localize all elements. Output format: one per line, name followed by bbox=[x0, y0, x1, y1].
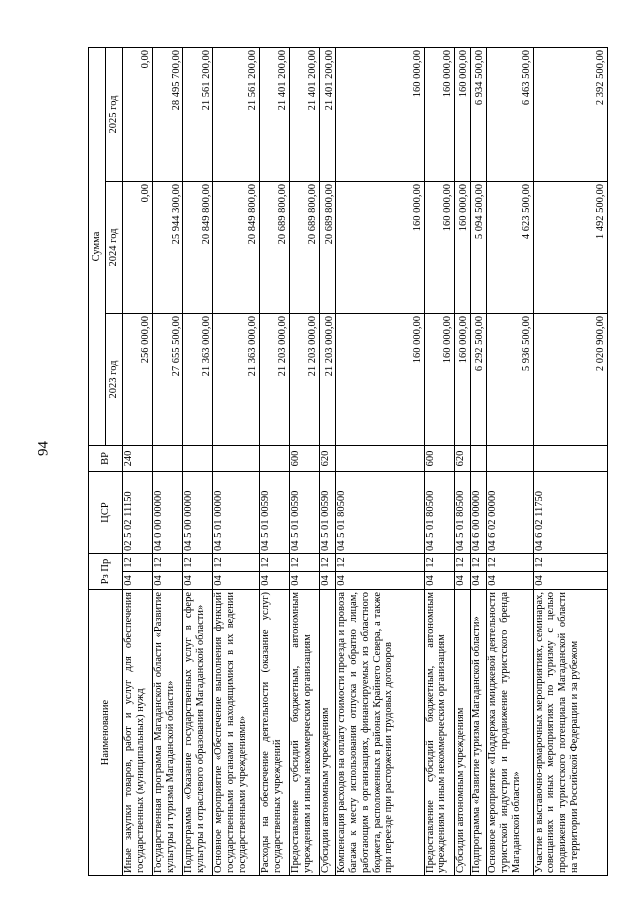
row-csr: 04 6 02 11750 bbox=[533, 471, 607, 553]
row-vr bbox=[336, 445, 424, 471]
row-pr: 12 bbox=[259, 553, 289, 571]
table-row bbox=[213, 47, 259, 875]
row-name: Основное мероприятие «Поддержка имиджевой деятельности туристской индустрии и продвижение туристского бренда Магаданской области» bbox=[487, 590, 533, 876]
row-name: Предоставление субсидий бюджетным, автономным учреждениям и иным некоммерческим организациям bbox=[290, 590, 320, 876]
row-sum-2023: 160 000,00 bbox=[336, 313, 424, 445]
row-rz: 04 bbox=[487, 572, 533, 590]
row-sum-2025: 21 561 200,00 bbox=[183, 47, 213, 181]
row-sum-2024: 0,00 bbox=[123, 181, 153, 313]
header-2025: 2025 год bbox=[106, 47, 123, 181]
row-pr: 12 bbox=[470, 553, 486, 571]
header-vr: ВР bbox=[89, 445, 123, 471]
page-number: 94 bbox=[35, 441, 52, 456]
row-csr: 04 5 01 00590 bbox=[320, 471, 336, 553]
header-2023: 2023 год bbox=[106, 313, 123, 445]
row-sum-2024: 160 000,00 bbox=[454, 181, 470, 313]
row-sum-2023: 21 203 000,00 bbox=[259, 313, 289, 445]
row-vr: 600 bbox=[290, 445, 320, 471]
row-sum-2024: 4 623 500,00 bbox=[487, 181, 533, 313]
row-sum-2025: 21 401 200,00 bbox=[320, 47, 336, 181]
table-row bbox=[153, 47, 183, 875]
row-sum-2024: 20 689 800,00 bbox=[320, 181, 336, 313]
row-sum-2025: 2 392 500,00 bbox=[533, 47, 607, 181]
header-2024: 2024 год bbox=[106, 181, 123, 313]
row-sum-2023: 27 655 500,00 bbox=[153, 313, 183, 445]
table-row bbox=[424, 47, 454, 875]
row-rz: 04 bbox=[213, 572, 259, 590]
row-name: Субсидии автономным учреждениям bbox=[320, 590, 336, 876]
row-sum-2025: 160 000,00 bbox=[454, 47, 470, 181]
table-rotated-container bbox=[88, 48, 608, 876]
row-pr: 12 bbox=[213, 553, 259, 571]
table-row bbox=[336, 47, 424, 875]
row-sum-2025: 6 934 500,00 bbox=[470, 47, 486, 181]
row-pr: 12 bbox=[123, 553, 153, 571]
row-name: Расходы на обеспечение деятельности (оказание услуг) государственных учреждений bbox=[259, 590, 289, 876]
row-sum-2025: 160 000,00 bbox=[336, 47, 424, 181]
row-rz: 04 bbox=[183, 572, 213, 590]
header-rz-pr: Рз Пр bbox=[89, 553, 123, 589]
row-csr: 04 5 01 80500 bbox=[424, 471, 454, 553]
table-row bbox=[487, 47, 533, 875]
row-sum-2023: 21 363 000,00 bbox=[213, 313, 259, 445]
row-pr: 12 bbox=[320, 553, 336, 571]
table-body bbox=[123, 47, 608, 875]
row-csr: 04 0 00 00000 bbox=[153, 471, 183, 553]
table-row bbox=[470, 47, 486, 875]
row-sum-2025: 6 463 500,00 bbox=[487, 47, 533, 181]
row-vr: 600 bbox=[424, 445, 454, 471]
header-sum: Сумма bbox=[89, 47, 106, 445]
row-pr: 12 bbox=[533, 553, 607, 571]
row-rz: 04 bbox=[454, 572, 470, 590]
row-rz: 04 bbox=[123, 572, 153, 590]
row-vr bbox=[153, 445, 183, 471]
row-vr: 620 bbox=[320, 445, 336, 471]
row-name: Субсидии автономным учреждениям bbox=[454, 590, 470, 876]
row-sum-2023: 160 000,00 bbox=[424, 313, 454, 445]
row-sum-2024: 25 944 300,00 bbox=[153, 181, 183, 313]
budget-table bbox=[88, 47, 608, 876]
row-rz: 04 bbox=[336, 572, 424, 590]
row-csr: 04 5 01 80500 bbox=[336, 471, 424, 553]
header-name: Наименование bbox=[89, 590, 123, 876]
row-rz: 04 bbox=[533, 572, 607, 590]
row-sum-2025: 0,00 bbox=[123, 47, 153, 181]
row-vr bbox=[533, 445, 607, 471]
row-name: Подпрограмма «Развитие туризма Магаданской области» bbox=[470, 590, 486, 876]
row-pr: 12 bbox=[183, 553, 213, 571]
row-sum-2023: 6 292 500,00 bbox=[470, 313, 486, 445]
row-rz: 04 bbox=[290, 572, 320, 590]
row-rz: 04 bbox=[320, 572, 336, 590]
row-csr: 04 5 01 00590 bbox=[259, 471, 289, 553]
row-csr: 04 5 01 00000 bbox=[213, 471, 259, 553]
table-row bbox=[320, 47, 336, 875]
row-vr: 620 bbox=[454, 445, 470, 471]
row-sum-2023: 160 000,00 bbox=[454, 313, 470, 445]
row-sum-2023: 5 936 500,00 bbox=[487, 313, 533, 445]
table-row bbox=[123, 47, 153, 875]
row-name: Подпрограмма «Оказание государственных услуг в сфере культуры и отраслевого образования Магаданской области» bbox=[183, 590, 213, 876]
row-sum-2024: 20 689 800,00 bbox=[290, 181, 320, 313]
row-name: Основное мероприятие «Обеспечение выполнения функций государственными органами и находящимися в их ведении государственными учреждениями» bbox=[213, 590, 259, 876]
row-sum-2023: 2 020 900,00 bbox=[533, 313, 607, 445]
row-sum-2023: 21 203 000,00 bbox=[320, 313, 336, 445]
row-rz: 04 bbox=[259, 572, 289, 590]
row-csr: 04 5 00 00000 bbox=[183, 471, 213, 553]
row-name: Участие в выставочно-ярмарочных мероприятиях, семинарах, совещаниях и иных мероприятиях по туризму с целью продвижения туристского потенциала Магаданской области на территории Российской Федерации и за рубежом bbox=[533, 590, 607, 876]
row-rz: 04 bbox=[470, 572, 486, 590]
row-csr: 04 6 00 00000 bbox=[470, 471, 486, 553]
row-pr: 12 bbox=[290, 553, 320, 571]
row-sum-2024: 1 492 500,00 bbox=[533, 181, 607, 313]
row-csr: 04 5 01 80500 bbox=[454, 471, 470, 553]
row-pr: 12 bbox=[454, 553, 470, 571]
row-sum-2023: 21 363 000,00 bbox=[183, 313, 213, 445]
row-sum-2025: 21 401 200,00 bbox=[259, 47, 289, 181]
table-frame bbox=[88, 48, 608, 876]
row-pr: 12 bbox=[336, 553, 424, 571]
row-vr bbox=[487, 445, 533, 471]
row-name: Иные закупки товаров, работ и услуг для обеспечения государственных (муниципальных) нужд bbox=[123, 590, 153, 876]
row-name: Компенсация расходов на оплату стоимости проезда и провоза багажа к месту использования отпуска и обратно лицам, работающим в организациях, финансируемых из областного бюджета, расположенных в районах Крайнего Севера, а также при переезде при расторжении трудовых договоров bbox=[336, 590, 424, 876]
row-name: Предоставление субсидий бюджетным, автономным учреждениям и иным некоммерческим организациям bbox=[424, 590, 454, 876]
table-row bbox=[290, 47, 320, 875]
row-vr bbox=[470, 445, 486, 471]
row-rz: 04 bbox=[424, 572, 454, 590]
row-pr: 12 bbox=[153, 553, 183, 571]
table-row bbox=[454, 47, 470, 875]
row-sum-2024: 20 849 800,00 bbox=[213, 181, 259, 313]
row-sum-2024: 160 000,00 bbox=[424, 181, 454, 313]
row-sum-2024: 20 689 800,00 bbox=[259, 181, 289, 313]
row-csr: 04 6 02 00000 bbox=[487, 471, 533, 553]
header-csr: ЦСР bbox=[89, 471, 123, 553]
row-csr: 04 5 01 00590 bbox=[290, 471, 320, 553]
row-name: Государственная программа Магаданской области «Развитие культуры и туризма Магаданской области» bbox=[153, 590, 183, 876]
table-row bbox=[533, 47, 607, 875]
row-sum-2023: 21 203 000,00 bbox=[290, 313, 320, 445]
row-vr bbox=[183, 445, 213, 471]
row-sum-2025: 160 000,00 bbox=[424, 47, 454, 181]
table-row bbox=[183, 47, 213, 875]
row-vr bbox=[259, 445, 289, 471]
table-row bbox=[259, 47, 289, 875]
row-sum-2025: 21 401 200,00 bbox=[290, 47, 320, 181]
row-sum-2025: 28 495 700,00 bbox=[153, 47, 183, 181]
row-sum-2024: 20 849 800,00 bbox=[183, 181, 213, 313]
row-pr: 12 bbox=[487, 553, 533, 571]
row-rz: 04 bbox=[153, 572, 183, 590]
row-sum-2024: 160 000,00 bbox=[336, 181, 424, 313]
row-vr: 240 bbox=[123, 445, 153, 471]
row-sum-2024: 5 094 500,00 bbox=[470, 181, 486, 313]
row-sum-2023: 256 000,00 bbox=[123, 313, 153, 445]
row-vr bbox=[213, 445, 259, 471]
row-pr: 12 bbox=[424, 553, 454, 571]
row-csr: 02 5 02 11150 bbox=[123, 471, 153, 553]
row-sum-2025: 21 561 200,00 bbox=[213, 47, 259, 181]
